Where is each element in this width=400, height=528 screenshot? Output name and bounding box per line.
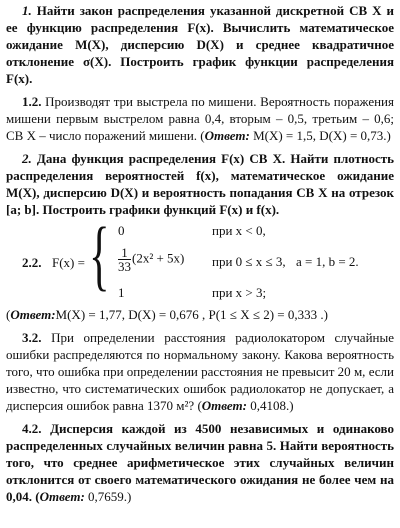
row-3-expression: 1 [118,285,125,300]
interval-params: a = 1, b = 2. [296,254,359,269]
task-2-description [6,150,394,218]
row-1-condition: при x < 0, [212,223,266,238]
problem-2-2-number: 2.2. [22,255,42,270]
problem-4-2-number: 4.2. [22,421,42,436]
row-2-expression [118,246,184,273]
row-2-condition: при 0 ≤ x ≤ 3, [212,254,286,269]
problem-4-2-answer: 0,7659.) [84,489,132,504]
problem-3-2-answer: 0,4108.) [246,398,294,413]
row-3-condition: при x > 3; [212,285,267,300]
task-2-text: Дана функция распределения F(x) СВ X. Найти плотность распределения вероятностей f(x), математическое ожидание M(X), дисперсию D(X) и вероятность попадания СВ X на отрезок [a; b]. Построить графики функций F(x) и f(x). [6,151,394,217]
problem-1-2-answer-label: Ответ: [204,128,250,143]
function-name: F(x) = [52,255,85,270]
problem-1-2-number: 1.2. [22,94,42,109]
problem-2-2-answer: M(X) = 1,77, D(X) = 0,676 , P(1 ≤ X ≤ 2) = 0,333 .) [55,307,328,322]
curly-brace: { [89,211,110,298]
problem-2-2-answer-label: Ответ: [10,307,56,322]
task-1-number: 1. [22,3,32,18]
row-1-expression: 0 [118,223,125,238]
problem-3-2-number: 3.2. [22,330,42,345]
problem-4-2-answer-label: Ответ: [39,489,85,504]
problem-1-2 [6,93,394,144]
problem-2-2-answer-line: (Ответ:M(X) = 1,77, D(X) = 0,676 , P(1 ≤ X ≤ 2) = 0,333 .) [6,307,328,322]
task-1-description [6,2,394,87]
task-2-number: 2. [22,151,32,166]
problem-3-2-answer-label: Ответ: [201,398,247,413]
problem-4-2 [6,420,394,505]
row-2-polynomial: (2x² + 5x) [132,250,185,266]
fraction-denominator: 33 [118,259,131,274]
problem-1-2-text: Производят три выстрела по мишени. Вероятность поражения мишени первым выстрелом равна 0,4, вторым – 0,5, третьим – 0,6; СВ X – число поражений мишени. ( [6,94,394,143]
problem-1-2-answer: M(X) = 1,5, D(X) = 0,73.) [249,128,391,143]
problem-3-2 [6,329,394,414]
fraction [118,246,131,273]
piecewise-function [6,211,394,302]
fraction-numerator: 1 [118,246,131,260]
task-1-text: Найти закон распределения указанной дискретной СВ X и ее функцию распределения F(x). Вычислить математическое ожидание M(X), дисперсию D(X) и среднее квадратичное отклонение σ(X). Построить график функции распределения F(x). [6,3,394,86]
problem-3-2-text: При определении расстояния радиолокатором случайные ошибки распределяются по нормальному закону. Какова вероятность того, что ошибка при определении расстояния не превысит 20 м, если известно, что систематических ошибок радиолокатор не допускает, а дисперсия ошибок равна 1370 м²? ( [6,330,394,413]
problem-4-2-text: Дисперсия каждой из 4500 независимых и одинаково распределенных случайных величин равна 5. Найти вероятность того, что среднее арифметическое этих случайных величин отклонится от своего математического ожидания не более чем на 0,04. ( [6,421,394,504]
